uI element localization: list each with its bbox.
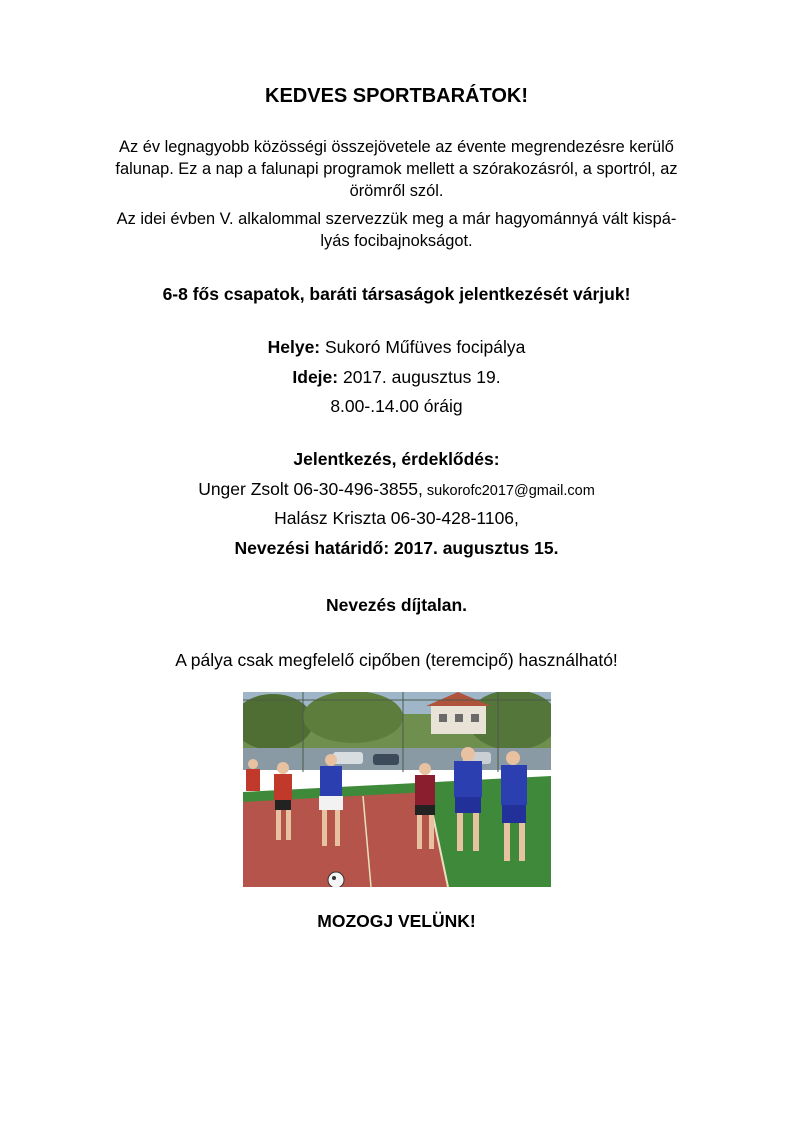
contact-email: sukorofc2017@gmail.com (422, 483, 595, 499)
intro-line-2: falunap. Ez a nap a falunapi programok mellett a szórakozásról, a sportról, az (115, 160, 678, 178)
intro-line-4: Az idei évben V. alkalommal szervezzük meg a már hagyománnyá vált kispá- (116, 210, 677, 228)
contact-person-2: Halász Kriszta 06-30-428-1106, (274, 508, 519, 528)
intro-line-3: örömről szól. (349, 182, 444, 200)
page-title: KEDVES SPORTBARÁTOK! (265, 85, 528, 107)
football-photo (243, 692, 551, 887)
date-line (0, 367, 793, 388)
contact-person-1-text: Unger Zsolt 06-30-496-3855, (198, 479, 423, 499)
callout-text: 6-8 fős csapatok, baráti társaságok jelentkezését várjuk! (162, 284, 631, 304)
intro-line-5: lyás focibajnokságot. (320, 232, 473, 250)
closing-text: MOZOGJ VELÜNK! (317, 911, 476, 931)
place-value: Sukoró Műfüves focipálya (320, 337, 526, 357)
date-label: Ideje: (292, 367, 339, 387)
shoes-note: A pálya csak megfelelő cipőben (teremcipő) használható! (175, 650, 618, 670)
intro-line-1: Az év legnagyobb közösségi összejövetele az évente megrendezésre kerülő (119, 138, 674, 156)
player-background (246, 759, 260, 791)
time-line: 8.00-.14.00 óráig (330, 396, 463, 416)
contact-heading: Jelentkezés, érdeklődés: (293, 449, 500, 469)
contact-person-1 (0, 479, 793, 500)
date-value: 2017. augusztus 19. (338, 367, 501, 387)
deadline-text: Nevezési határidő: 2017. augusztus 15. (234, 538, 559, 558)
place-label: Helye: (267, 337, 321, 357)
fee-text: Nevezés díjtalan. (325, 595, 468, 615)
place-line (0, 337, 793, 358)
